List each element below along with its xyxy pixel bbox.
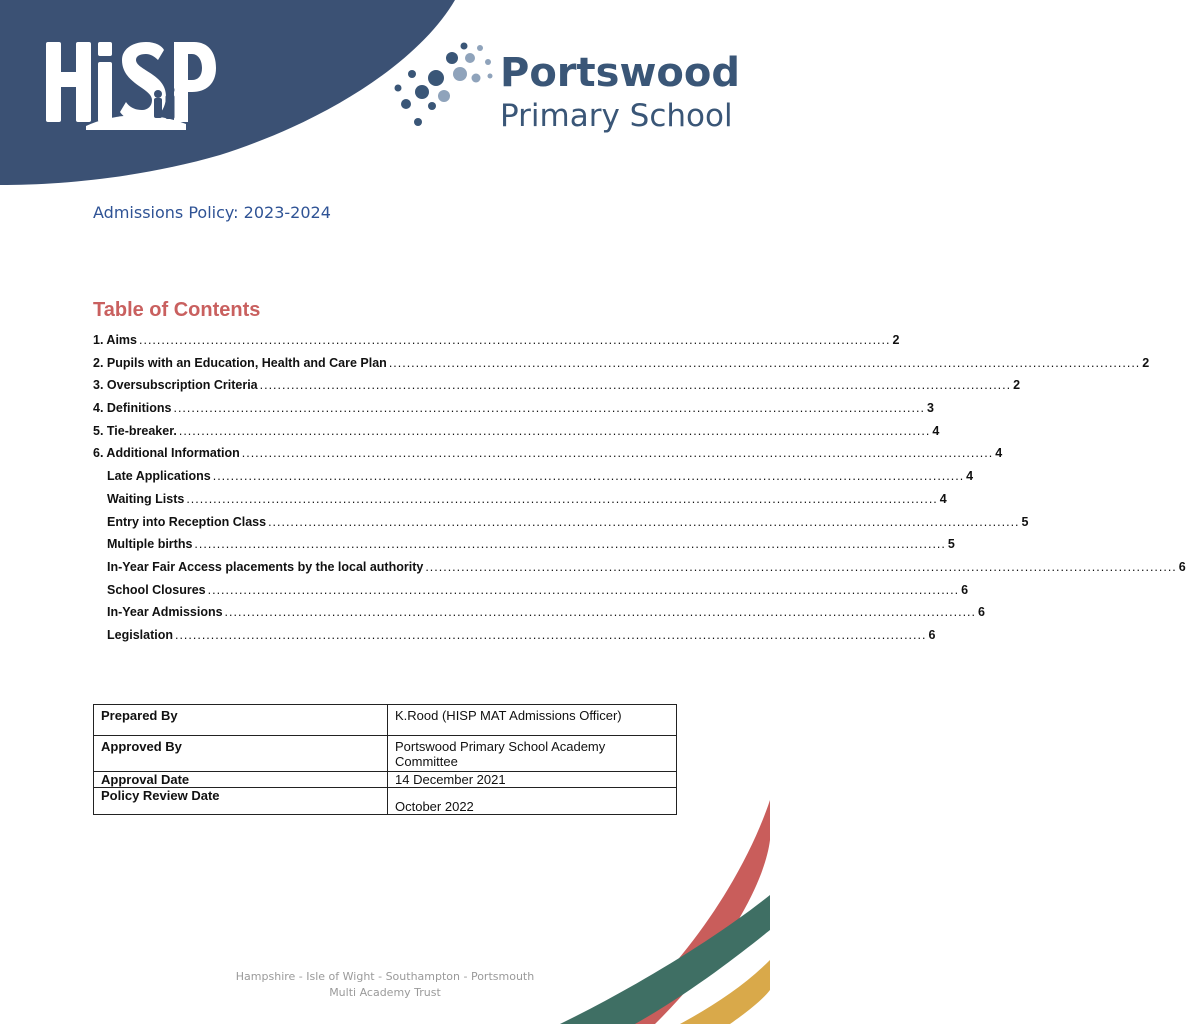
- toc-leader: ........................................................................................................................................................................: [224, 605, 976, 620]
- table-row: [94, 705, 677, 736]
- toc-label: In-Year Fair Access placements by the local authority: [107, 559, 424, 574]
- toc-item-aims[interactable]: [93, 333, 900, 356]
- toc-label: Waiting Lists: [107, 491, 185, 506]
- document-title: Admissions Policy: 2023-2024: [93, 203, 331, 222]
- toc-item-in-year-admissions[interactable]: [93, 605, 985, 628]
- toc-leader: ........................................................................................................................................................................: [388, 355, 1141, 370]
- toc-label: School Closures: [107, 582, 206, 597]
- prepared-by-value: K.Rood (HISP MAT Admissions Officer): [388, 705, 677, 736]
- toc-item-waiting-lists[interactable]: [93, 491, 947, 515]
- toc-item-oversubscription[interactable]: [93, 378, 1021, 401]
- toc-item-fair-access[interactable]: [93, 559, 1186, 583]
- toc-page-number: 4: [995, 446, 1003, 461]
- toc-item-entry-reception[interactable]: [93, 514, 1029, 538]
- toc-page-number: 6: [1178, 559, 1186, 574]
- toc-page-number: 4: [932, 423, 940, 438]
- hisp-logo: [46, 40, 216, 130]
- footer-line2: Multi Academy Trust: [329, 986, 441, 999]
- approved-by-value-line2: Committee: [395, 754, 458, 769]
- toc-item-definitions[interactable]: [93, 401, 934, 424]
- toc-page-number: 4: [939, 491, 947, 506]
- prepared-by-label: Prepared By: [94, 705, 388, 736]
- toc-label: 3. Oversubscription Criteria: [93, 378, 258, 393]
- toc-item-tie-breaker[interactable]: [93, 423, 940, 447]
- school-logo: [390, 40, 740, 140]
- toc-label: 2. Pupils with an Education, Health and Care Plan: [93, 355, 387, 370]
- toc-page-number: 2: [1142, 355, 1150, 370]
- school-subname: Primary School: [500, 98, 733, 134]
- toc-item-ehcp[interactable]: [93, 355, 1150, 379]
- footer: [200, 969, 570, 1001]
- toc-page-number: 6: [928, 627, 936, 642]
- toc-page-number: 6: [961, 582, 969, 597]
- approved-by-label: Approved By: [94, 736, 388, 772]
- footer-line1: Hampshire - Isle of Wight - Southampton - Portsmouth: [235, 970, 535, 983]
- toc-label: Entry into Reception Class: [107, 514, 267, 529]
- school-dots-icon: [390, 40, 500, 140]
- toc-label: 5. Tie-breaker.: [93, 423, 177, 438]
- toc-page-number: 2: [1013, 378, 1021, 393]
- toc-label: Legislation: [107, 627, 173, 642]
- toc-leader: ........................................................................................................................................................................: [268, 514, 1020, 529]
- toc-heading: Table of Contents: [93, 299, 261, 321]
- review-date-value: October 2022: [388, 788, 677, 815]
- toc-leader: ........................................................................................................................................................................: [259, 378, 1012, 393]
- toc-page-number: 5: [1021, 514, 1029, 529]
- toc-item-late-applications[interactable]: [93, 469, 974, 492]
- toc-label: In-Year Admissions: [107, 605, 223, 620]
- toc-label: 1. Aims: [93, 333, 138, 347]
- review-date-label: Policy Review Date: [94, 788, 388, 815]
- toc-item-multiple-births[interactable]: [93, 537, 955, 560]
- toc-leader: ........................................................................................................................................................................: [194, 537, 946, 552]
- toc-item-legislation[interactable]: [93, 627, 936, 651]
- approved-by-value: [388, 736, 677, 772]
- toc-leader: ........................................................................................................................................................................: [425, 559, 1177, 574]
- toc-page-number: 5: [947, 537, 955, 552]
- toc-item-additional-information[interactable]: [93, 446, 1003, 469]
- toc-label: Late Applications: [107, 469, 211, 484]
- toc-leader: ........................................................................................................................................................................: [241, 446, 994, 461]
- document-info-table: [93, 704, 677, 815]
- approval-date-label: Approval Date: [94, 772, 388, 788]
- toc-page-number: 3: [926, 401, 934, 416]
- toc-page-number: 4: [966, 469, 974, 484]
- approval-date-value: 14 December 2021: [388, 772, 677, 788]
- toc-item-school-closures[interactable]: [93, 582, 969, 606]
- toc-leader: ........................................................................................................................................................................: [207, 582, 960, 597]
- toc-page-number: 6: [978, 605, 985, 620]
- table-row: [94, 772, 677, 788]
- school-name: Portswood: [500, 50, 740, 96]
- toc-label: Multiple births: [107, 537, 193, 552]
- toc-label: 4. Definitions: [93, 401, 172, 416]
- toc-leader: ........................................................................................................................................................................: [186, 491, 938, 506]
- approved-by-value-line1: Portswood Primary School Academy: [395, 739, 606, 754]
- toc-label: 6. Additional Information: [93, 446, 240, 461]
- toc-leader: ........................................................................................................................................................................: [139, 333, 891, 347]
- toc-leader: ........................................................................................................................................................................: [173, 401, 925, 416]
- toc-leader: ........................................................................................................................................................................: [178, 423, 931, 438]
- toc-leader: ........................................................................................................................................................................: [174, 627, 927, 642]
- table-row: [94, 736, 677, 772]
- toc-leader: ........................................................................................................................................................................: [212, 469, 965, 484]
- table-of-contents: [93, 333, 1186, 651]
- toc-page-number: 2: [892, 333, 900, 347]
